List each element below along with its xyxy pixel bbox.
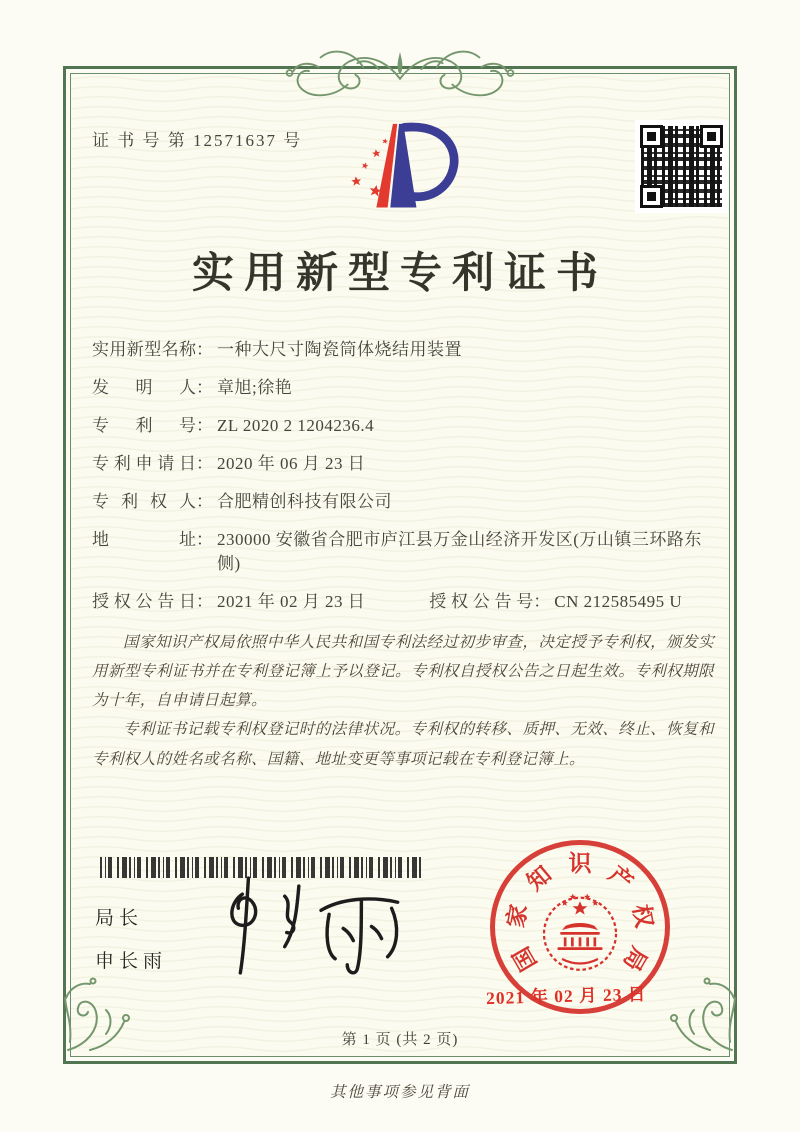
qr-finder-top-left [640,125,663,148]
seal-ring-char: 知 [522,861,557,896]
signer-name: 申长雨 [95,951,168,972]
field-row-grant: 授权公告日 ： 2021 年 02 月 23 日 授权公告号 ： CN 212585495 U [92,590,714,614]
field-label: 授权公告号 [429,592,534,611]
certificate-title: 实用新型专利证书 [191,251,608,297]
cnipa-logo [338,116,460,218]
seal-ring-char: 家 [503,902,532,930]
field-row-invention-name: 实用新型名称 ： 一种大尺寸陶瓷筒体烧结用装置 [92,338,714,362]
qr-finder-top-right [700,125,723,148]
field-row-patentee: 专 利 权 人 ： 合肥精创科技有限公司 [92,490,714,514]
seal-ring-char: 产 [603,861,638,896]
signer-title: 局长 [95,908,144,929]
legal-paragraphs [92,628,714,774]
page-number: 第 1 页 (共 2 页) [341,1032,459,1048]
field-row-inventor: 发 明 人 ： 章旭;徐艳 [92,376,714,400]
field-row-filing-date: 专利申请日 ： 2020 年 06 月 23 日 [92,452,714,476]
field-label: 地 址 [92,530,196,549]
field-label: 专 利 号 [92,416,196,435]
field-row-address: 地 址 ： 230000 安徽省合肥市庐江县万金山经济开发区(万山镇三环路东侧) [92,528,714,576]
seal-ring-char: 局 [618,942,652,975]
signer-block [95,903,167,973]
qr-code [635,120,728,213]
seal-ring-char: 识 [568,851,592,876]
top-flourish-ornament [250,40,550,102]
certificate-number: 证 书 号 第 12571637 号 [92,131,303,150]
certificate-body [92,338,714,774]
back-note: 其他事项参见背面 [329,1084,470,1101]
field-label: 发 明 人 [92,378,196,397]
field-label: 实用新型名称 [92,340,196,359]
commissioner-signature [212,872,424,988]
seal-date: 2021 年 02 月 23 日 [485,983,647,1009]
field-value: ZL 2020 2 1204236.4 [217,416,375,435]
grant-number-value: CN 212585495 U [554,592,683,611]
field-label: 专 利 权 人 [92,492,196,511]
grant-date-value: 2021 年 02 月 23 日 [217,592,366,611]
field-value: 合肥精创科技有限公司 [217,492,392,511]
field-value: 230000 安徽省合肥市庐江县万金山经济开发区(万山镇三环路东侧) [217,530,702,573]
field-label: 授权公告日 [92,592,196,611]
field-row-patent-number: 专 利 号 ： ZL 2020 2 1204236.4 [92,414,714,438]
legal-paragraph-1: 国家知识产权局依照中华人民共和国专利法经过初步审查，决定授予专利权，颁发实用新型专利证书并在专利登记簿上予以登记。专利权自授权公告之日起生效。专利权期限为十年，自申请日起算。 [92,634,714,710]
national-emblem-icon [535,885,625,979]
legal-paragraph-2: 专利证书记载专利权登记时的法律状况。专利权的转移、质押、无效、终止、恢复和专利权人的姓名或名称、国籍、地址变更等事项记载在专利登记簿上。 [92,721,714,768]
seal-ring-char: 国 [508,942,542,975]
qr-finder-bottom-left [640,185,663,208]
field-value: 章旭;徐艳 [217,378,293,397]
field-label: 专利申请日 [92,454,196,473]
seal-ring-char: 权 [628,902,657,930]
field-value: 一种大尺寸陶瓷筒体烧结用装置 [217,340,462,359]
field-value: 2020 年 06 月 23 日 [217,454,366,473]
